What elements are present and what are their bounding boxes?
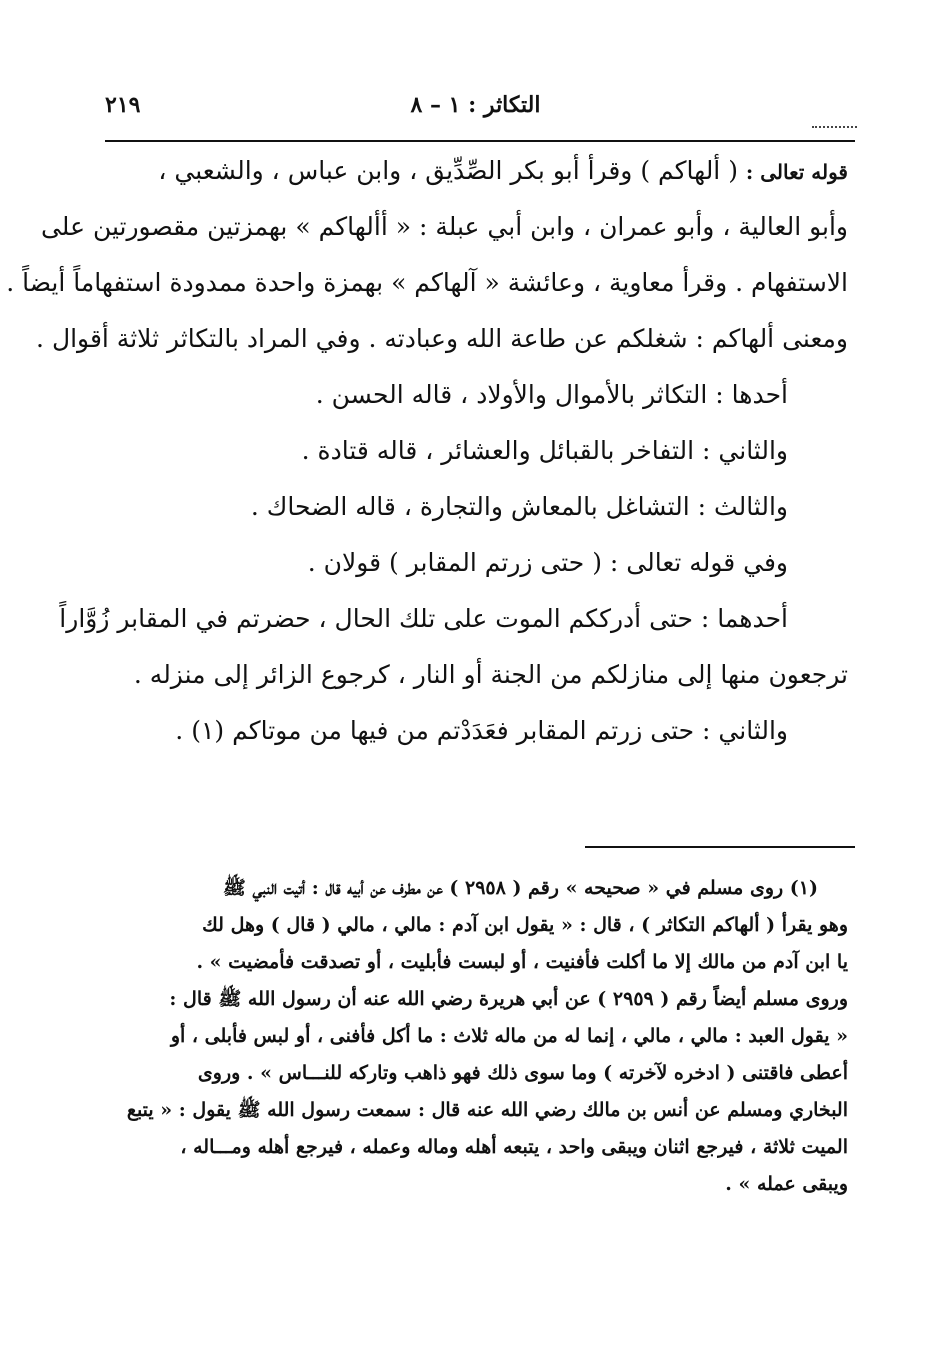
footnote-rule [585,846,855,848]
text-line [40,212,848,242]
line-text: ( ألهاكم ) وقرأ أبو بكر الصِّدِّيق ، وابن عباس ، والشعبي ، [158,156,746,185]
text-line [59,604,848,634]
text-line [104,548,848,578]
footnote-line: « يقول العبد : مالي ، مالي ، إنما له من ماله ثلاث : ما أكل فأفنى ، أو لبس فأبلى ، أو [170,1025,848,1047]
line-text: أحدهما : حتى أدرككم الموت على تلك الحال ، حضرتم في المقابر زُوَّاراً [59,604,788,633]
text-line [104,492,848,522]
footnote-line: ويبقى عمله » . [725,1173,848,1195]
line-text: الاستفهام . وقرأ معاوية ، وعائشة « آلهاكم » بهمزة واحدة ممدودة استفهاماً أيضاً . [6,268,848,297]
text-line [104,716,848,746]
text-line [104,380,848,410]
footnote-line: الميت ثلاثة ، فيرجع اثنان ويبقى واحد ، يتبعه أهله وماله وعمله ، فيرجع أهله ومـــاله ، [180,1136,848,1158]
line-text: أحدها : التكاثر بالأموال والأولاد ، قاله الحسن . [315,380,788,409]
footnote-line: يا ابن آدم من مالك إلا ما أكلت فأفنيت ، أو لبست فأبليت ، أو تصدقت فأمضيت » . [196,951,848,973]
footnote-line: وروى مسلم أيضاً رقم ( ٢٩٥٩ ) عن أبي هريرة رضي الله عنه أن رسول الله ﷺ قال : [169,988,848,1010]
line-text: والثاني : التفاخر بالقبائل والعشائر ، قاله قتادة . [301,436,788,465]
line-text: ومعنى ألهاكم : شغلكم عن طاعة الله وعبادته . وفي المراد بالتكاثر ثلاثة أقوال . [36,324,848,353]
header-rule [105,140,855,142]
footnote-line: وهو يقرأ ( ألهاكم التكاثر ) ، قال : « يقول ابن آدم : مالي ، مالي ( قال ) وهل لك [202,914,848,936]
footnotes [104,874,848,1207]
text-line [6,268,848,298]
page-number: ٢١٩ [105,92,141,118]
line-text: والثاني : حتى زرتم المقابر فعَدَدْتم من فيها من موتاكم (١) . [175,716,788,745]
page-header [105,92,846,132]
footnote-line: (١) روى مسلم في « صحيحه » رقم ( ٢٩٥٨ ) عن مطرف عن أبيه قال : أتيت النبي ﷺ [222,877,818,899]
line-text: وأبو العالية ، وأبو عمران ، وابن أبي عبلة : « أألهاكم » بهمزتين مقصورتين على [40,212,848,241]
text-line [36,324,848,354]
footnote-line: البخاري ومسلم عن أنس بن مالك رضي الله عنه قال : سمعت رسول الله ﷺ يقول : « يتبع [126,1099,848,1121]
footnote-line: أعطى فاقتنى ( ادخره لآخرته ) وما سوى ذلك فهو ذاهب وتاركه للنـــاس » . وروى [197,1062,848,1084]
text-line [104,156,848,186]
text-line [104,436,848,466]
line-text: وفي قوله تعالى : ( حتى زرتم المقابر ) قولان . [307,548,788,577]
main-text [6,156,848,772]
running-title: التكاثر : ١ – ٨ [410,92,541,118]
header-ornament [812,126,857,128]
line-text: ترجعون منها إلى منازلكم من الجنة أو النار ، كرجوع الزائر إلى منزله . [133,660,848,689]
line-text: والثالث : التشاغل بالمعاش والتجارة ، قاله الضحاك . [250,492,788,521]
verse-lead: قوله تعالى : [745,160,848,184]
text-line [104,660,848,690]
